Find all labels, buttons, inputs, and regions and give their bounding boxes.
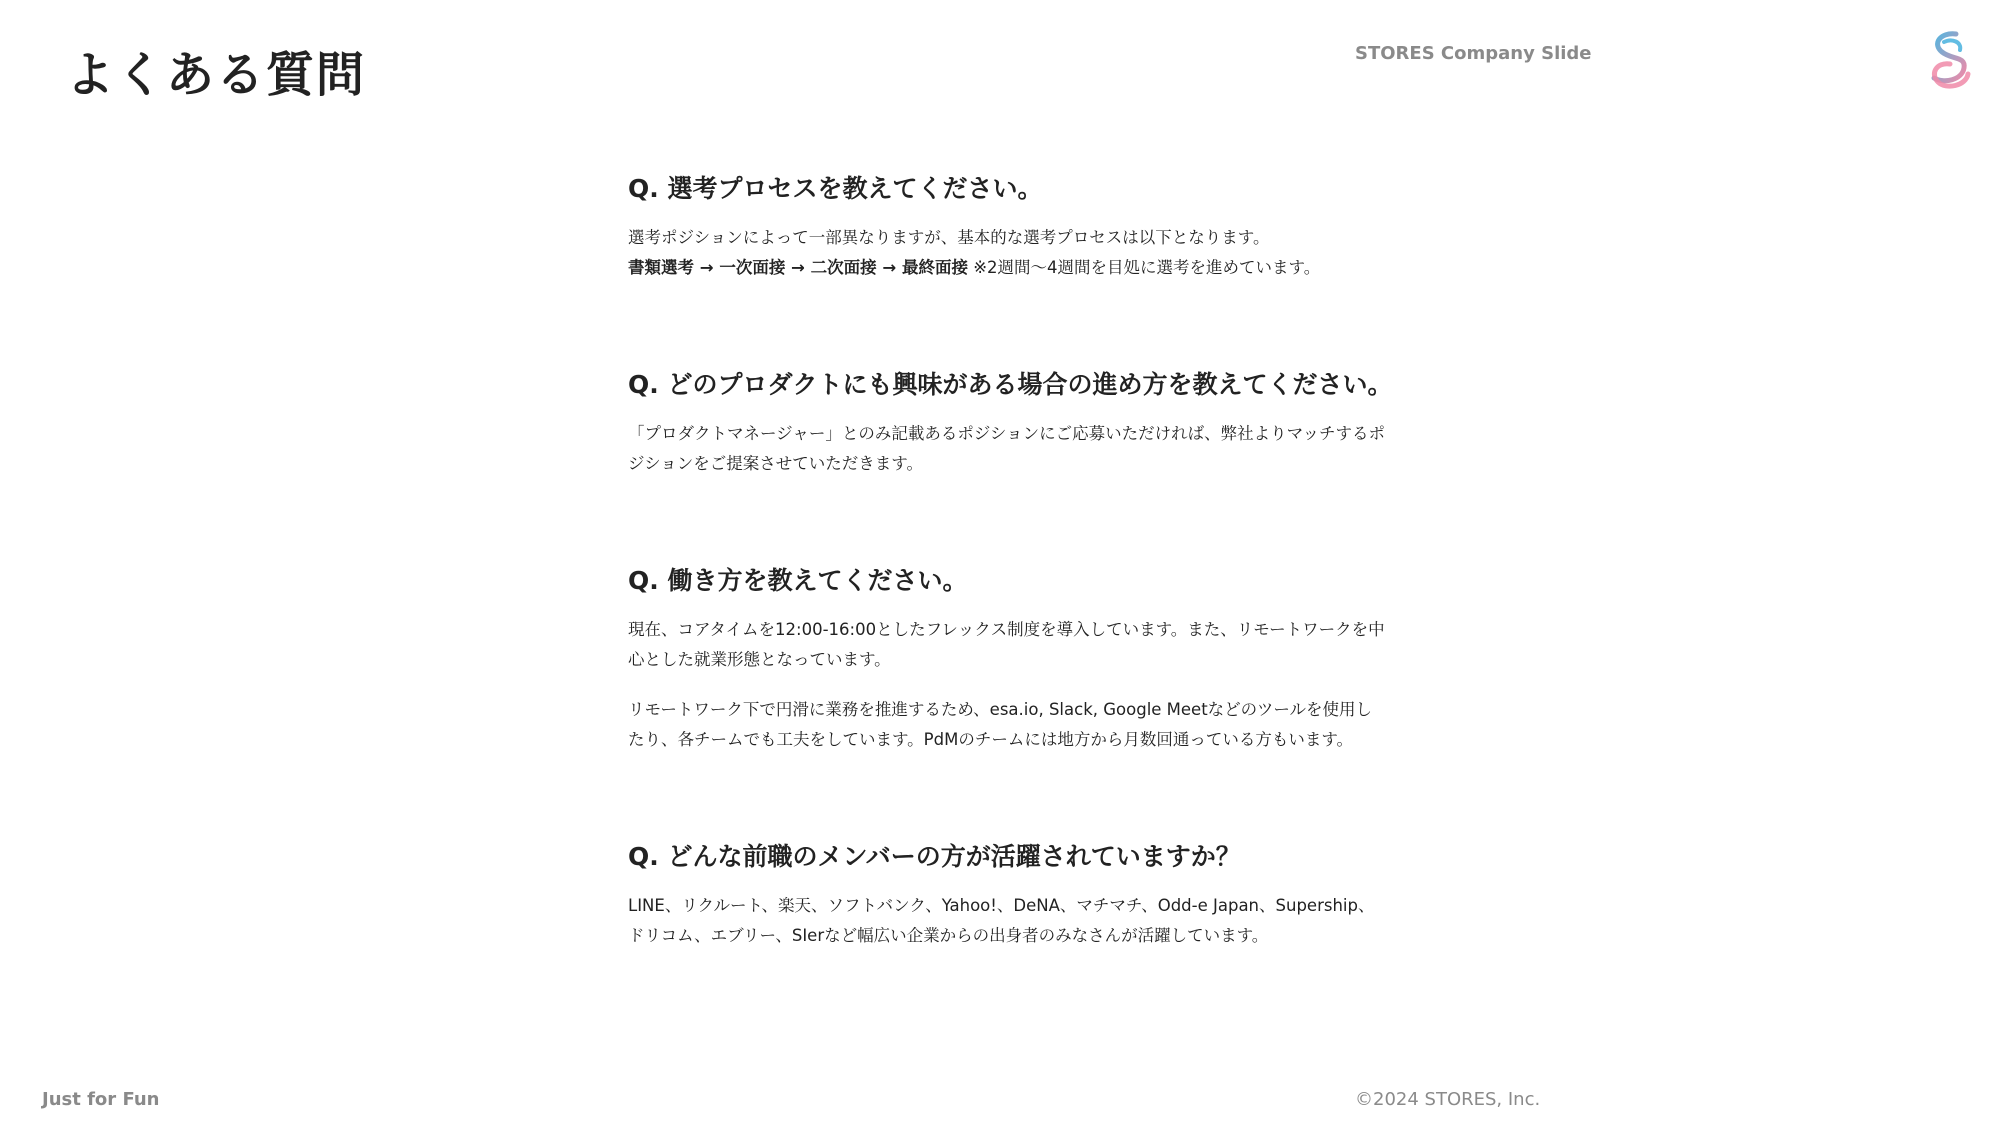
faq-answer: LINE、リクルート、楽天、ソフトバンク、Yahoo!、DeNA、マチマチ、Odd-e Japan、Supership、ドリコム、エブリー、SIerなど幅広い企業からの出身者のみなさんが活躍しています。	[628, 896, 1375, 945]
stores-logo-icon	[1922, 30, 1974, 92]
faq-item-product-interest	[628, 364, 1393, 479]
page-title: よくある質問	[66, 47, 367, 103]
faq-list	[628, 168, 1393, 951]
footer-copyright: ©2024 STORES, Inc.	[1355, 1089, 1541, 1110]
footer-tagline: Just for Fun	[42, 1089, 160, 1110]
faq-question: Q. 働き方を教えてください。	[628, 566, 968, 595]
faq-answer	[628, 223, 1388, 283]
faq-answer-line: 選考ポジションによって一部異なりますが、基本的な選考プロセスは以下となります。	[628, 228, 1270, 247]
faq-answer: リモートワーク下で円滑に業務を推進するため、esa.io, Slack, Google Meetなどのツールを使用したり、各チームでも工夫をしています。PdMのチームには地方から月数回通っている方もいます。	[628, 700, 1373, 749]
faq-question: Q. どのプロダクトにも興味がある場合の進め方を教えてください。	[628, 370, 1393, 399]
selection-process-steps: 書類選考 → 一次面接 → 二次面接 → 最終面接	[628, 258, 968, 277]
faq-answer: 「プロダクトマネージャー」とのみ記載あるポジションにご応募いただければ、弊社よりマッチするポジションをご提案させていただきます。	[628, 424, 1385, 473]
faq-question: Q. 選考プロセスを教えてください。	[628, 174, 1043, 203]
faq-item-work-style	[628, 560, 1388, 755]
faq-answer: 現在、コアタイムを12:00-16:00としたフレックス制度を導入しています。また、リモートワークを中心とした就業形態となっています。	[628, 620, 1385, 669]
company-slide-label: STORES Company Slide	[1355, 43, 1592, 64]
faq-question: Q. どんな前職のメンバーの方が活躍されていますか？	[628, 842, 1241, 871]
faq-item-selection-process	[628, 168, 1388, 283]
faq-item-member-background	[628, 836, 1388, 951]
selection-process-note: ※2週間〜4週間を目処に選考を進めています。	[967, 258, 1321, 277]
